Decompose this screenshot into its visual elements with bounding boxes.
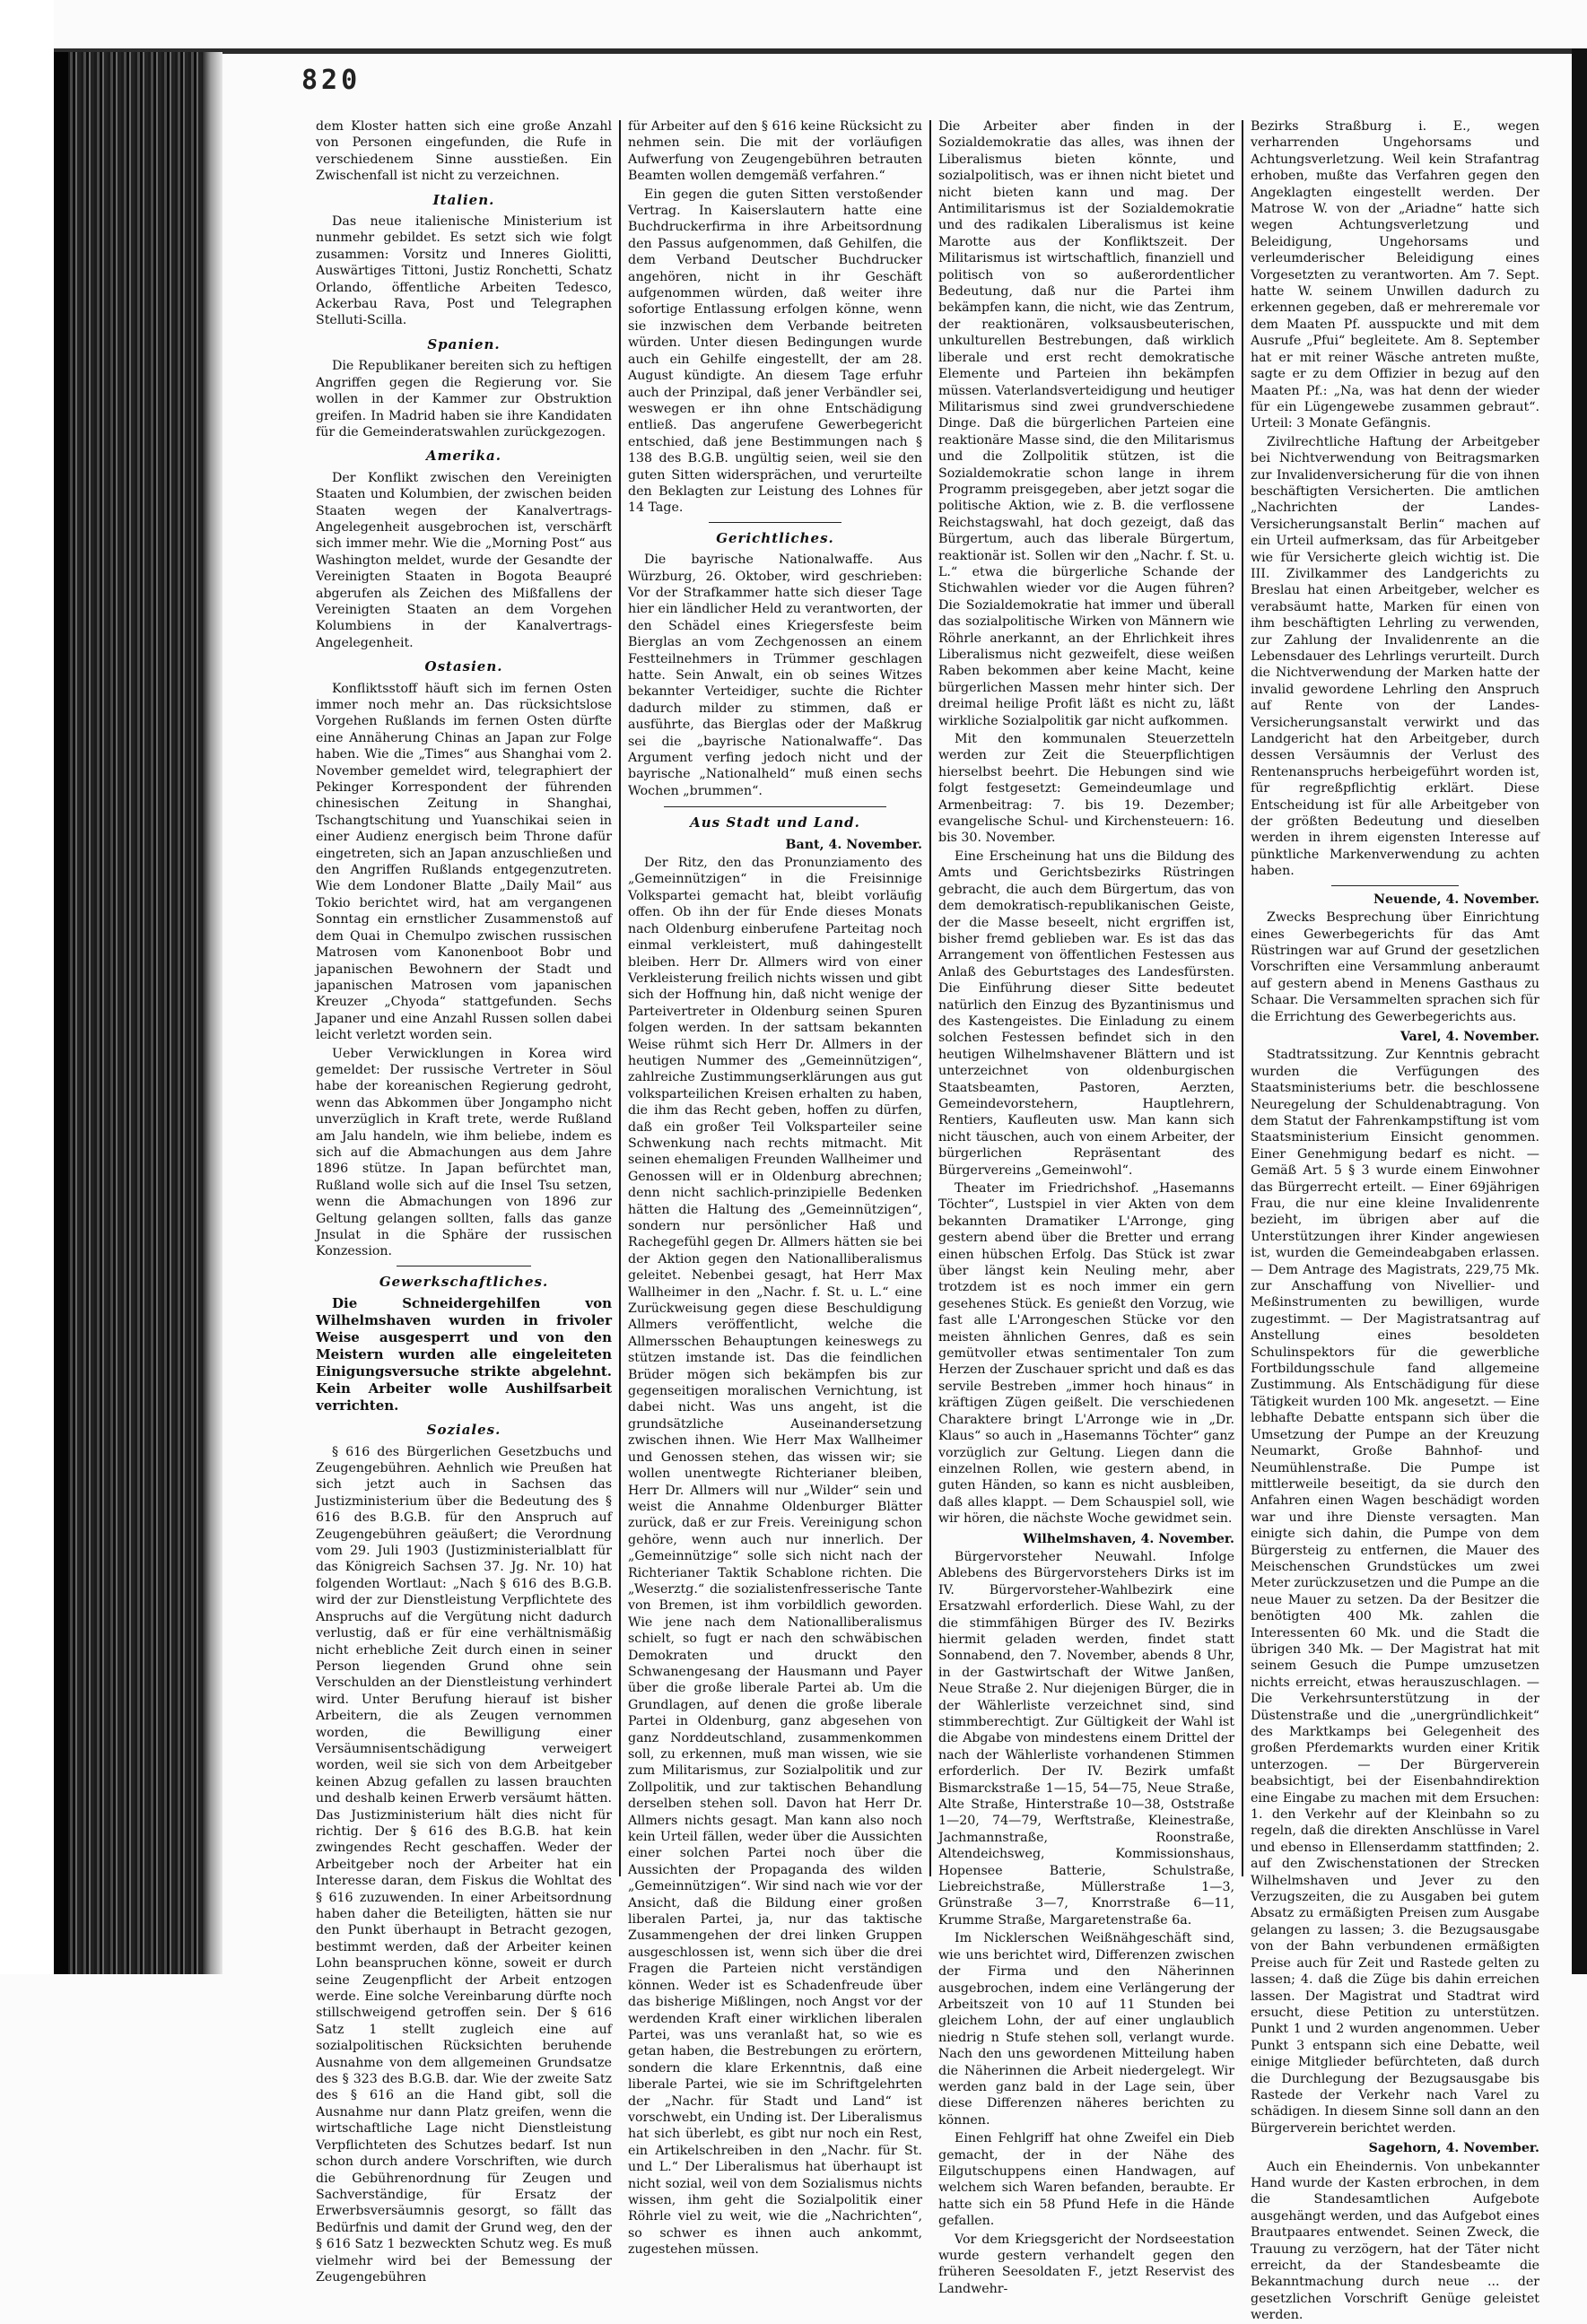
article-text: Das neue italienische Ministerium ist nunmehr gebildet. Es setzt sich wie folgt zusammen: Vorsitz und Inneres Giolitti, Auswärtiges Tittoni, Justiz Ronchetti, Schatz Orlando, öffentliche Arbeiten Tedesco, Ackerbau Rava, Post und Telegraphen Stelluti-Scilla. bbox=[316, 214, 612, 328]
book-spine bbox=[54, 52, 206, 1974]
section-heading-stadt-und-land: Aus Stadt und Land. bbox=[690, 814, 860, 831]
article-text: Ueber Verwicklungen in Korea wird gemeldet: Der russische Vertreter in Söul habe der koreanischen Regierung gedroht, wenn das Abkommen über Jongampho nicht unverzüglich in Kraft trete, werde Rußland am Jalu handeln, wie ihm beliebe, indem es sich auf die Abmachungen aus dem Jahre 1896 stütze. In Japan befürchtet man, Rußland wolle sich auf die Insel Tsu setzen, wenn die Abmachungen von 1896 zur Geltung gelangen sollten, falls das ganze Jnsulat in die Sphäre der russischen Konzession. bbox=[316, 1046, 612, 1259]
page-number: 820 bbox=[301, 65, 362, 96]
article-text-bold: Die Schneidergehilfen von Wilhelmshaven wurden in frivoler Weise ausgesperrt und von den Meistern wurden alle eingeleiteten Einigungsversuche strikte abgelehnt. Kein Arbeiter wolle Aushilfsarbeit verrichten. bbox=[316, 1295, 612, 1414]
section-heading-ostasien: Ostasien. bbox=[424, 658, 503, 675]
article-text: dem Kloster hatten sich eine große Anzahl von Personen eingefunden, die Rufe in verschiedenem Sinne ausstießen. Ein Zwischenfall ist nicht zu verzeichnen. bbox=[316, 119, 612, 184]
section-heading-gerichtliches: Gerichtliches. bbox=[716, 529, 834, 546]
section-heading-soziales: Soziales. bbox=[426, 1422, 501, 1439]
column-3 bbox=[938, 118, 1234, 2296]
dateline-varel: Varel, 4. November. bbox=[1400, 1029, 1539, 1044]
article-text: Der Ritz, den das Pronunziamento des „Gemeinnützigen“ in die Freisinnige Volkspartei gemacht hat, bleibt vorläufig offen. Ob ihn der für Ende dieses Monats nach Oldenburg einberufene Parteitag noch einmal verkleistert, muß dahingestellt bleiben. Herr Dr. Allmers wird von einer Verkleisterung freilich nichts wissen und gibt sich der Hoffnung hin, daß nicht wenige der Parteivertreter in Oldenburg seinen Spuren folgen werden. In der sattsam bekannten Weise rühmt sich Herr Dr. Allmers in der heutigen Nummer des „Gemeinnützigen“, zahlreiche Zustimmungserklärungen aus gut volksparteilichen Kreisen erhalten zu haben, die ihm das Recht geben, hoffen zu dürfen, daß ein großer Teil Volksparteiler seine Schwenkung nach rechts mitmacht. Mit seinen ehemaligen Freunden Wallheimer und Genossen will er in Oldenburg abrechnen; denn nicht sachlich-prinzipielle Bedenken hätten die Haltung des „Gemeinnützigen“, sondern nur persönlicher Haß und Rachegefühl gegen Dr. Allmers hätten sie bei der Aktion gegen den Nationalliberalismus geleitet. Nebenbei gesagt, hat Herr Max Wallheimer in den „Nachr. f. St. u. L.“ eine Zurückweisung gegen diese Beschuldigung Allmers veröffentlicht, welche die Allmersschen Behauptungen keineswegs zu stützen imstande ist. Das die feindlichen Brüder mögen sich bekämpfen bis zur gegenseitigen moralischen Vernichtung, ist dabei nicht. Was uns angeht, ist die grundsätzliche Auseinandersetzung zwischen ihnen. Wie Herr Max Wallheimer und Genossen stehen, das wissen wir; sie wollen unentwegte Richterianer bleiben, Herr Dr. Allmers will nur „Wilder“ sein und weist die Annahme Oldenburger Blätter zurück, daß er zur Freis. Vereinigung schon gehöre, wenn auch nur innerlich. Der „Gemeinnützige“ solle sich nicht nach der Richterianer Taktik Schablone richten. Die „Weserztg.“ die sozialistenfresserische Tante von Bremen, ist ihm vorbildlich geworden. Wie jene nach dem Nationalliberalismus schielt, so fugt er nach den schwäbischen Demokraten und druckt den Schwanengesang der Hausmann und Payer über die große liberale Partei ab. Um die Grundlagen, auf denen die große liberale Partei in Oldenburg, ganz abgesehen von ganz Norddeutschland, zusammenkommen soll, zu erkennen, muß man wissen, wie sie zum Militarismus, zur Sozialpolitik und zur Zollpolitik, und zur taktischen Behandlung derselben stehen soll. Davon hat Herr Dr. Allmers nichts gesagt. Man kann also noch kein Urteil fällen, weder über die Aussichten einer solchen Partei noch über die Aussichten der Propaganda des wilden „Gemeinnützigen“. Wir sind nach wie vor der Ansicht, daß die Bildung einer großen liberalen Partei, ja, nur das taktische Zusammengehen der drei linken Gruppen ausgeschlossen ist, wenn sich über die drei Fragen die Parteien nicht verständigen können. Weder ist es Schadenfreude über das bisherige Mißlingen, noch Angst vor der werdenden Kraft einer wirklichen liberalen Partei, was uns veranlaßt hat, so wie es getan haben, die Bestrebungen zu erörtern, sondern die klare Erkenntnis, daß eine liberale Partei, wie sie im Schriftgelehrten der „Nachr. für Stadt und Land“ ist vorschwebt, ein Unding ist. Der Liberalismus hat sich überlebt, es gibt nur noch ein Rest, ein Artikelschreiben in den „Nachr. für St. und L.“ Der Liberalismus hat überhaupt ist nicht sozial, weil von dem Sozialismus nichts wissen, ihm geht die Sozialpolitik einer Röhrle viel zu weit, wie die „Nachrichten“, so schwer es ihnen auch ankommt, zugestehen müssen. bbox=[628, 856, 922, 2258]
separator bbox=[709, 522, 841, 523]
dateline-bant: Bant, 4. November. bbox=[785, 837, 922, 852]
article-text: Theater im Friedrichshof. „Hasemanns Töchter“, Lustspiel in vier Akten von dem bekannten Dramatiker L'Arronge, ging gestern abend über die Bretter und errang einen hübschen Erfolg. Das Stück ist zwar über längst kein Neuling mehr, aber trotzdem ist es noch immer ein gern gesehenes Stück. Es genießt den Vorzug, wie fast alle L'Arrongeschen Stücke vor den meisten ähnlichen Genres, daß es sein gemütvoller etwas sentimentaler Ton zum Herzen der Zuschauer spricht und daß es das servile Bestreben „immer hoch hinaus“ in kräftigen Zügen geißelt. Die verschiedenen Charaktere bringt L'Arronge wie in „Dr. Klaus“ so auch in „Hasemanns Töchter“ ganz vorzüglich zur Geltung. Liegen dann die einzelnen Rollen, wie gestern abend, in guten Händen, so kann es nicht ausbleiben, daß alles klappt. — Dem Schauspiel soll, wie wir hören, die nächste Woche gewidmet sein. bbox=[938, 1181, 1234, 1527]
column-2 bbox=[628, 118, 922, 2258]
article-text: Einen Fehlgriff hat ohne Zweifel ein Dieb gemacht, der in der Nähe des Eilgutschuppens einen Handwagen, auf welchem sich Waren befanden, beraubte. Er hatte sich ein 58 Pfund Hefe in die Hände gefallen. bbox=[938, 2131, 1234, 2229]
article-text: § 616 des Bürgerlichen Gesetzbuchs und Zeugengebühren. Aehnlich wie Preußen hat sich jetzt auch in Sachsen das Justizministerium über die Bedeutung des § 616 des B.G.B. für den Anspruch auf Zeugengebühren geäußert; die Verordnung vom 29. Juli 1903 (Justizministerialblatt für das Königreich Sachsen 37. Jg. Nr. 10) hat folgenden Wortlaut: „Nach § 616 des B.G.B. wird der zur Dienstleistung Verpflichtete des Anspruchs auf die Vergütung nicht dadurch verlustig, daß er für eine verhältnismäßig nicht erhebliche Zeit durch einen in seiner Person liegenden Grund ohne sein Verschulden an der Dienstleistung verhindert wird. Unter Berufung hierauf ist bisher Arbeitern, die als Zeugen vernommen worden, die Bewilligung einer Versäumnisentschädigung verweigert worden, weil sie sich von dem Arbeitgeber keinen Abzug gefallen zu lassen brauchten und deshalb keinen Erwerb versäumt hätten. Das Justizministerium hält dies nicht für richtig. Der § 616 des B.G.B. hat kein zwingendes Recht geschaffen. Weder der Arbeitgeber noch der Arbeiter hat ein Interesse daran, dem Fiskus die Wohltat des § 616 zuzuwenden. In einer Arbeitsordnung haben daher die Beteiligten, hätten sie nur den Punkt überhaupt in Betracht gezogen, bestimmt werden, daß der Arbeiter keinen Lohn beanspruchen könne, soweit er durch seine Zeugenpflicht der Arbeit entzogen werde. Eine solche Vereinbarung dürfte noch stillschweigend getroffen sein. Der § 616 Satz 1 stellt zugleich eine auf sozialpolitischen Rücksichten beruhende Ausnahme von dem allgemeinen Grundsatze des § 323 des B.G.B. dar. Wie der zweite Satz des § 616 an die Hand gibt, soll die Ausnahme nur dann Platz greifen, wenn die wirtschaftliche Lage nicht Dienstleistung Verpflichteten des Schutzes bedarf. Ist nun schon durch andere Vorschriften, wie durch die Gebührenordnung für Zeugen und Sachverständige, für Ersatz der Erwerbsversäumnis gesorgt, so fällt das Bedürfnis und damit der Grund weg, den der § 616 Satz 1 bezweckten Schutz weg. Es muß vielmehr wird bei der Bemessung der Zeugengebühren bbox=[316, 1444, 612, 2285]
separator bbox=[664, 806, 886, 807]
article-text: Konfliktsstoff häuft sich im fernen Osten immer noch mehr an. Das rücksichtslose Vorgehen Rußlands im fernen Osten dürfte eine Annäherung Chinas an Japan zur Folge haben. Wie die „Times“ aus Shanghai vom 2. November gemeldet wird, telegraphiert der Pekinger Korrespondent der führenden chinesischen Zeitung in Shanghai, Tschangtschitung und Yuanschikai seien in einer Audienz energisch beim Throne dafür eingetreten, sich an Japan anzuschließen und den Angriffen Rußlands entgegenzutreten. Wie dem Londoner Blatte „Daily Mail“ aus Tokio berichtet wird, hat am vergangenen Sonntag ein ernstlicher Zusammenstoß auf dem Quai in Chemulpo zwischen russischen Matrosen vom Kanonenboot Bobr und japanischen Bewohnern der Stadt und japanischen Matrosen vom japanischen Kreuzer „Chyoda“ stattgefunden. Sechs Japaner und eine Anzahl Russen sollen dabei leicht verletzt worden sein. bbox=[316, 681, 612, 1043]
separator bbox=[1331, 885, 1459, 886]
column-rule bbox=[929, 120, 931, 1876]
article-text: Vor dem Kriegsgericht der Nordseestation wurde gestern verhandelt gegen den früheren Seesoldaten F., jetzt Reservist des Landwehr- bbox=[938, 2232, 1234, 2296]
column-1 bbox=[316, 118, 612, 2285]
section-heading-italien: Italien. bbox=[432, 191, 495, 208]
section-heading-spanien: Spanien. bbox=[427, 335, 501, 353]
book-spine-edge bbox=[54, 52, 68, 1974]
column-rule bbox=[619, 120, 621, 1876]
article-text: Zivilrechtliche Haftung der Arbeitgeber bei Nichtverwendung von Beitragsmarken zur Invalidenversicherung für die von ihnen beschäftigten Versicherten. Die amtlichen „Nachrichten der Landes-Versicherungsanstalt Berlin“ machen auf ein Urteil aufmerksam, das für Arbeitgeber wie für Versicherte gleich wichtig ist. Die III. Zivilkammer des Landgerichts zu Breslau hat einen Arbeitgeber, welcher es verabsäumt hatte, Marken für einen von ihm beschäftigten Lehrling zu verwenden, zur Zahlung der Invalidenrente an die Lebensdauer des Lehrlings verurteilt. Durch die Nichtverwendung der Marken hatte der invalid gewordene Lehrling den Anspruch auf Rente von der Landes-Versicherungsanstalt verwirkt und das Landgericht hat den Arbeitgeber, durch dessen Versäumnis der Verlust des Rentenanspruchs herbeigeführt worden ist, für regreßpflichtig erklärt. Diese Entscheidung ist für alle Arbeitgeber von der größten Bedeutung und dieselben werden in ihrem eigensten Interesse auf pünktliche Markenverwendung zu achten haben. bbox=[1251, 434, 1539, 879]
article-text: Die bayrische Nationalwaffe. Aus Würzburg, 26. Oktober, wird geschrieben: Vor der Strafkammer hatte sich dieser Tage hier ein ländlicher Held zu verantworten, der den Schädel eines Kriegersfeste beim Bierglas an vom Zechgenossen an einem Festteilnehmers in Trümmer geschlagen hatte. Sein Anwalt, ein ob seines Witzes bekannter Verteidiger, suchte die Richter dadurch milder zu stimmen, daß er ausführte, das Bierglas oder der Maßkrug sei die „bayrische Nationalwaffe“. Das Argument verfing jedoch nicht und der bayrische „Nationalheld“ muß einen sechs Wochen „brummen“. bbox=[628, 553, 922, 798]
dateline-neuende: Neuende, 4. November. bbox=[1373, 892, 1539, 907]
article-text: für Arbeiter auf den § 616 keine Rücksicht zu nehmen sein. Die mit der vorläufigen Aufwerfung von Zeugengebühren betrauten Beamten wollen demgemäß verfahren.“ bbox=[628, 119, 922, 184]
book-right-edge bbox=[1572, 48, 1587, 1974]
scan-margin bbox=[0, 0, 54, 1974]
article-text: Die Arbeiter aber finden in der Sozialdemokratie das alles, was ihnen der Liberalismus bieten könnte, und sozialpolitisch, was er ihnen nicht bietet und nicht bieten kann und mag. Der Antimilitarismus ist der Sozialdemokratie und des radikalen Liberalismus ist keine Marotte aus der Konfliktszeit. Der Militarismus ist wirtschaftlich, finanziell und politisch von so außerordentlicher Bedeutung, daß nur die Partei ihm bekämpfen kann, die nicht, wie das Zentrum, der reaktionären, volksausbeuterischen, unkulturellen Bestrebungen, daß wirklich liberale und erst recht demokratische Elemente und Parteien ihn bekämpfen müssen. Vaterlandsverteidigung und heutiger Militarismus sind zwei grundverschiedene Dinge. Daß die bürgerlichen Parteien eine reaktionäre Masse sind, die den Militarismus und die Zollpolitik stützen, ist die Sozialdemokratie schon lange in ihrem Programm preisgegeben, aber jetzt sogar die politische Aktion, wie z. B. die verflossene Reichstagswahl, hat doch gezeigt, daß das Bürgertum, auch das liberale Bürgertum, reaktionär ist. Sollen wir den „Nachr. f. St. u. L.“ etwa die bürgerliche Schande der Stichwahlen wieder vor die Augen führen? Die Sozialdemokratie hat immer und überall das sozialpolitische Wirken von Männern wie Röhrle anerkannt, an der Ehrlichkeit ihres Liberalismus nicht gezweifelt, diese weißen Raben bekommen aber keine Macht, keine bürgerlichen Massen mehr hinter sich. Der dreimal heilige Profit läßt es nicht zu, läßt wirkliche Sozialpolitik gar nicht aufkommen. bbox=[938, 119, 1234, 728]
article-text: Im Nicklerschen Weißnähgeschäft sind, wie uns berichtet wird, Differenzen zwischen der Firma und den Näherinnen ausgebrochen, indem eine Verlängerung der Arbeitszeit von 10 auf 11 Stunden bei gleichem Lohn, der auf einer unglaublich niedrig n Stufe stehen soll, verlangt wurde. Nach den uns gewordenen Mitteilung haben die Näherinnen die Arbeit niedergelegt. Wir werden ganz bald in der Lage sein, über diese Differenzen näheres berichten zu können. bbox=[938, 1931, 1234, 2128]
section-heading-gewerkschaftliches: Gewerkschaftliches. bbox=[379, 1273, 549, 1290]
page-gutter-shadow bbox=[203, 52, 222, 1974]
column-4 bbox=[1251, 118, 1539, 2323]
article-text: Stadtratssitzung. Zur Kenntnis gebracht wurden die Verfügungen des Staatsministeriums betr. die beschlossene Neuregelung der Schuldenabtragung. Von dem Statut der Fahrenkampstiftung ist vom Staatsministerium Einsicht genommen. Einer Genehmigung bedarf es nicht. — Gemäß Art. 5 § 3 wurde einem Einwohner das Bürgerrecht erteilt. — Einer 69jährigen Frau, die nur eine kleine Invalidenrente bezieht, im übrigen aber auf die Unterstützungen ihrer Kinder angewiesen ist, wurden die Gemeindeabgaben erlassen. — Dem Antrage des Magistrats, 229,75 Mk. zur Anschaffung von Nivellier- und Meßinstrumenten zu bewilligen, wurde zugestimmt. — Der Magistratsantrag auf Anstellung eines besoldeten Schulinspektors für die gewerbliche Fortbildungsschule fand allgemeine Zustimmung. Als Entschädigung für diese Tätigkeit wurden 100 Mk. angesetzt. — Eine lebhafte Debatte entspann sich über die Umsetzung der Pumpe an der Kreuzung Neumarkt, Große Bahnhof- und Neumühlenstraße. Die Pumpe ist mittlerweile beseitigt, da sie durch den Anfahren einen Wagen beschädigt worden war und ihre Dienste versagten. Man einigte sich dahin, die Pumpe von dem Bürgersteig zu entfernen, die Mauer des Meischenschen Grundstückes um zwei Meter zurückzusetzen und die Pumpe an die neue Mauer zu setzen. Da der Besitzer die benötigten 400 Mk. zahlen die Interessenten 60 Mk. und die Stadt die übrigen 340 Mk. — Der Magistrat hat mit seinem Gesuch die Pumpe umzusetzen nichts erreicht, etwas herauszuschlagen. — Die Verkehrsunterstützung in der Düstenstraße und die „unergründlichkeit“ des Marktkamps bei Gelegenheit des großen Pferdemarkts wurden einer Kritik unterzogen. — Der Bürgerverein beabsichtigt, bei der Eisenbahndirektion eine Eingabe zu machen mit dem Ersuchen: 1. den Verkehr auf der Kleinbahn so zu regeln, daß die direkten Anschlüsse in Varel und ebenso in Ellenserdamm stattfinden; 2. auf den Zwischenstationen der Strecken Wilhelmshaven und Jever zu den Verzugszeiten, die zu Ausgaben bei gutem Absatz zu ermäßigten Preisen zum Ausgabe gelangen zu lassen; 3. die Bezugsausgabe von der Bahn verbundenen ermäßigten Preise auch für Zeit und Rastede gelten zu lassen; 4. daß die Züge bis dahin erreichen lassen. Der Magistrat und Stadtrat wird ersucht, diese Petition zu unterstützen. Punkt 1 und 2 wurden angenommen. Ueber Punkt 3 entspann sich eine Debatte, weil einige Mitglieder befürchteten, daß durch die Durchlegung der Bezugsausgabe bis Rastede der Verkehr nach Varel zu schädigen. In diesem Sinne soll dann an den Bürgerverein berichtet werden. bbox=[1251, 1048, 1539, 2136]
article-text: Mit den kommunalen Steuerzetteln werden zur Zeit die Steuerpflichtigen hierselbst beehrt. Die Hebungen sind wie folgt festgesetzt: Gemeindeumlage und Armenbeitrag: 7. bis 19. Dezember; evangelische Schul- und Kirchensteuern: 16. bis 30. November. bbox=[938, 732, 1234, 846]
article-text: Bezirks Straßburg i. E., wegen verharrenden Ungehorsams und Achtungsverletzung. Weil kein Strafantrag erhoben, mußte das Verfahren gegen den Angeklagten eingestellt werden. Der Matrose W. von der „Ariadne“ hatte sich wegen Achtungsverletzung und Beleidigung, Ungehorsams und verleumderischer Beleidigung eines Vorgesetzten zu verantworten. Am 7. Sept. hatte W. seinem Unwillen dadurch zu erkennen gegeben, daß er mehreremale vor dem Maaten Pf. ausspuckte und mit dem Ausrufe „Pfui“ begleitete. Am 8. September hat er mit reiner Wäsche antreten mußte, sagte er zu dem Offizier in bezug auf den Maaten Pf.: „Na, was hat denn der wieder für ein Lügengewebe zusammen gebraut“. Urteil: 3 Monate Gefängnis. bbox=[1251, 119, 1539, 431]
article-text: Der Konflikt zwischen den Vereinigten Staaten und Kolumbien, der zwischen beiden Staaten wegen der Kanalvertrags-Angelegenheit ausgebrochen ist, verschärft sich immer mehr. Wie die „Morning Post“ aus Washington meldet, wurde der Gesandte der Vereinigten Staaten in Bogota Beaupré abgerufen als Zeichen des Mißfallens der Vereinigten Staaten an dem Vorgehen Kolumbiens in der Kanalvertrags-Angelegenheit. bbox=[316, 470, 612, 650]
dateline-wilhelmshaven: Wilhelmshaven, 4. November. bbox=[1023, 1531, 1234, 1546]
section-heading-amerika: Amerika. bbox=[426, 448, 501, 465]
book-top-edge bbox=[54, 48, 1579, 54]
dateline-sagehorn: Sagehorn, 4. November. bbox=[1368, 2141, 1539, 2156]
article-text: Die Republikaner bereiten sich zu heftigen Angriffen gegen die Regierung vor. Sie wollen in der Kammer zur Obstruktion greifen. In Madrid haben sie ihre Kandidaten für die Gemeinderatswahlen zurückgezogen. bbox=[316, 359, 612, 440]
column-rule bbox=[1242, 120, 1243, 1876]
article-text: Zwecks Besprechung über Einrichtung eines Gewerbegerichts für das Amt Rüstringen war auf Grund der gesetzlichen Vorschriften eine Versammlung anberaumt auf gestern abend in Menens Gasthaus zu Schaar. Die Versammelten sprachen sich für die Errichtung des Gewerbegerichts aus. bbox=[1251, 910, 1539, 1024]
article-text: Ein gegen die guten Sitten verstoßender Vertrag. In Kaiserslautern hatte eine Buchdruckerfirma in ihre Arbeitsordnung den Passus aufgenommen, daß Gehilfen, die dem Verband Deutscher Buchdrucker angehören, nicht in ihr Geschäft aufgenommen würden, daß weiter ihre sofortige Entlassung erfolgen könne, wenn sie inzwischen dem Verbande beitreten würden. Unter diesen Bedingungen wurde auch ein Gehilfe eingestellt, der am 28. August kündigte. An diesem Tage erfuhr auch der Prinzipal, daß jener Verbändler sei, weswegen er ihn ohne Entschädigung entließ. Das angerufene Gewerbegericht entschied, daß jene Bestimmungen nach § 138 des B.G.B. ungültig seien, weil sie den guten Sitten widersprächen, und verurteilte den Beklagten zur Leistung des Lohnes für 14 Tage. bbox=[628, 187, 922, 516]
article-text: Auch ein Eheindernis. Von unbekannter Hand wurde der Kasten erbrochen, in dem die Standesamtlichen Aufgebote ausgehängt werden, und das Aufgebot eines Brautpaares entwendet. Seinen Zweck, die Trauung zu verzögern, hat der Täter nicht erreicht, da der Standesbeamte die Bekanntmachung durch neue ... der gesetzlichen Vorschrift Genüge geleistet werden. bbox=[1251, 2159, 1539, 2323]
article-text: Bürgervorsteher Neuwahl. Infolge Ablebens des Bürgervorstehers Dirks ist im IV. Bürgervorsteher-Wahlbezirk eine Ersatzwahl erforderlich. Diese Wahl, zu der die stimmfähigen Bürger des IV. Bezirks hiermit geladen werden, findet statt Sonnabend, den 7. November, abends 8 Uhr, in der Gastwirtschaft der Witwe Janßen, Neue Straße 2. Nur diejenigen Bürger, die in der Wählerliste verzeichnet sind, sind stimmberechtigt. Zur Gültigkeit der Wahl ist die Abgabe von mindestens einem Drittel der nach der Wählerliste vorhandenen Stimmen erforderlich. Der IV. Bezirk umfaßt Bismarckstraße 1—15, 54—75, Neue Straße, Alte Straße, Hinterstraße 10—38, Oststraße 1—20, 74—79, Werftstraße, Kleinestraße, Jachmannstraße, Roonstraße, Altendeichsweg, Kommissionshaus, Hopensee Batterie, Schulstraße, Liebreichstraße, Müllerstraße 1—3, Grünstraße 3—7, Knorrstraße 6—11, Krumme Straße, Margaretenstraße 6a. bbox=[938, 1549, 1234, 1928]
article-text: Eine Erscheinung hat uns die Bildung des Amts und Gerichtsbezirks Rüstringen gebracht, die auch dem Bürgertum, das von dem demokratisch-republikanischen Geiste, der die Masse beseelt, nicht ergriffen ist, bisher fremd geblieben war. Es ist das das Arrangement von öffentlichen Festessen aus Anlaß des Geburtstages des Landesfürsten. Die Einführung dieser Sitte bedeutet natürlich den Einzug des Byzantinismus und des Kastengeistes. Die Einladung zu einem solchen Festessen befindet sich in den heutigen Wilhelmshavener Blättern und ist unterzeichnet von oldenburgischen Staatsbeamten, Pastoren, Aerzten, Gemeindevorstehern, Hauptlehrern, Rentiers, Kaufleuten usw. Man kann sich nicht täuschen, auch von einem Arbeiter, der bürgerlichen Repräsentant des Bürgervereins „Gemeinwohl“. bbox=[938, 849, 1234, 1178]
